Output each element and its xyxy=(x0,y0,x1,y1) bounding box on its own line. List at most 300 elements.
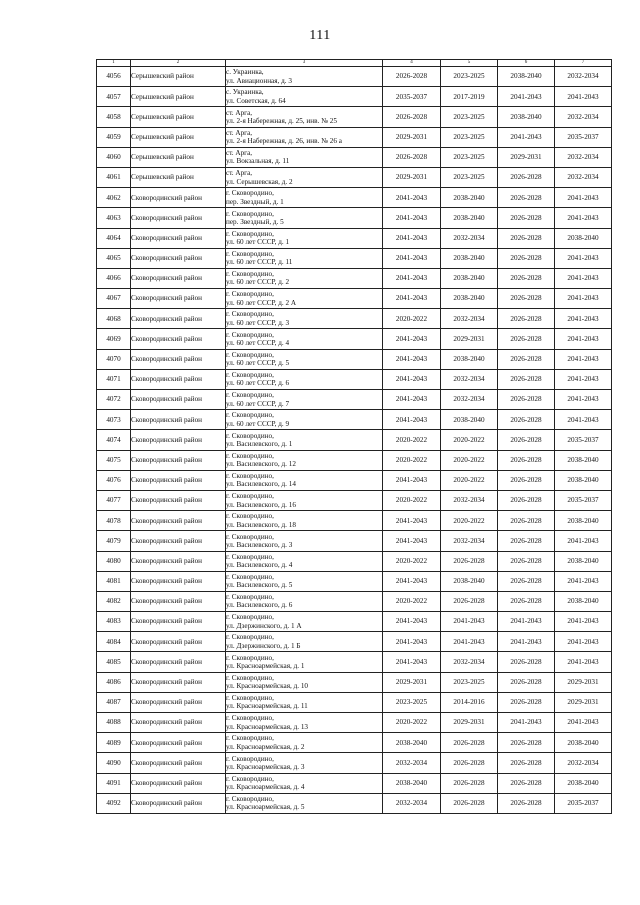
row-number: 4067 xyxy=(97,289,131,309)
address-cell xyxy=(226,268,383,288)
period-cell: 2041-2043 xyxy=(555,571,612,591)
period-cell: 2029-2031 xyxy=(383,127,441,147)
address-locality: г. Сковородино, xyxy=(226,270,274,279)
address-street: ул. 60 лет СССР, д. 4 xyxy=(226,339,290,348)
period-cell: 2041-2043 xyxy=(555,632,612,652)
period-cell: 2041-2043 xyxy=(555,329,612,349)
table-row xyxy=(97,107,612,127)
address-street: ул. 60 лет СССР, д. 11 xyxy=(226,258,293,267)
period-cell: 2026-2028 xyxy=(383,107,441,127)
period-cell: 2041-2043 xyxy=(383,390,441,410)
column-number: 4 xyxy=(383,60,441,67)
period-cell: 2041-2043 xyxy=(441,632,498,652)
period-cell: 2035-2037 xyxy=(555,127,612,147)
period-cell: 2038-2040 xyxy=(441,188,498,208)
address-street: ул. Серышевская, д. 2 xyxy=(226,177,293,186)
row-number: 4059 xyxy=(97,127,131,147)
address-street: ул. 60 лет СССР, д. 9 xyxy=(226,419,290,428)
table-row xyxy=(97,551,612,571)
period-cell: 2032-2034 xyxy=(383,753,441,773)
period-cell: 2032-2034 xyxy=(441,228,498,248)
address-cell xyxy=(226,289,383,309)
district-cell: Сковородинский район xyxy=(131,208,226,228)
row-number: 4056 xyxy=(97,67,131,87)
register-body xyxy=(97,60,612,814)
address-street: ул. Красноармейская, д. 1 xyxy=(226,662,305,671)
period-cell: 2041-2043 xyxy=(498,713,555,733)
address-locality: г. Сковородино, xyxy=(226,714,274,723)
address-street: ул. 60 лет СССР, д. 7 xyxy=(226,399,290,408)
period-cell: 2038-2040 xyxy=(498,107,555,127)
row-number: 4068 xyxy=(97,309,131,329)
address-locality: г. Сковородино, xyxy=(226,330,274,339)
address-street: ул. 60 лет СССР, д. 2 А xyxy=(226,298,297,307)
address-cell xyxy=(226,390,383,410)
period-cell: 2026-2028 xyxy=(498,511,555,531)
table-row xyxy=(97,793,612,813)
period-cell: 2038-2040 xyxy=(441,289,498,309)
district-cell: Серышевский район xyxy=(131,147,226,167)
row-number: 4091 xyxy=(97,773,131,793)
period-cell: 2026-2028 xyxy=(498,228,555,248)
address-locality: ст. Арга, xyxy=(226,128,253,137)
period-cell: 2041-2043 xyxy=(555,248,612,268)
period-cell: 2029-2031 xyxy=(555,692,612,712)
period-cell: 2041-2043 xyxy=(383,571,441,591)
row-number: 4065 xyxy=(97,248,131,268)
period-cell: 2032-2034 xyxy=(555,67,612,87)
table-row xyxy=(97,571,612,591)
period-cell: 2026-2028 xyxy=(498,551,555,571)
table-row xyxy=(97,248,612,268)
address-locality: г. Сковородино, xyxy=(226,189,274,198)
period-cell: 2041-2043 xyxy=(383,208,441,228)
period-cell: 2026-2028 xyxy=(441,591,498,611)
address-cell xyxy=(226,410,383,430)
address-locality: г. Сковородино, xyxy=(226,794,274,803)
period-cell: 2026-2028 xyxy=(498,188,555,208)
period-cell: 2026-2028 xyxy=(498,753,555,773)
period-cell: 2020-2022 xyxy=(383,713,441,733)
district-cell: Сковородинский район xyxy=(131,390,226,410)
district-cell: Сковородинский район xyxy=(131,773,226,793)
row-number: 4062 xyxy=(97,188,131,208)
address-locality: г. Сковородино, xyxy=(226,431,274,440)
period-cell: 2026-2028 xyxy=(498,268,555,288)
column-number-row xyxy=(97,60,612,67)
column-number: 2 xyxy=(131,60,226,67)
district-cell: Сковородинский район xyxy=(131,248,226,268)
address-cell xyxy=(226,692,383,712)
period-cell: 2041-2043 xyxy=(555,713,612,733)
row-number: 4058 xyxy=(97,107,131,127)
table-row xyxy=(97,490,612,510)
period-cell: 2041-2043 xyxy=(555,612,612,632)
address-cell xyxy=(226,571,383,591)
table-row xyxy=(97,692,612,712)
row-number: 4071 xyxy=(97,369,131,389)
period-cell: 2032-2034 xyxy=(441,531,498,551)
table-row xyxy=(97,511,612,531)
period-cell: 2026-2028 xyxy=(383,147,441,167)
period-cell: 2035-2037 xyxy=(555,490,612,510)
address-cell xyxy=(226,773,383,793)
period-cell: 2026-2028 xyxy=(441,551,498,571)
district-cell: Сковородинский район xyxy=(131,490,226,510)
period-cell: 2041-2043 xyxy=(555,289,612,309)
period-cell: 2038-2040 xyxy=(555,228,612,248)
period-cell: 2026-2028 xyxy=(498,349,555,369)
row-number: 4072 xyxy=(97,390,131,410)
period-cell: 2020-2022 xyxy=(383,309,441,329)
period-cell: 2041-2043 xyxy=(555,87,612,107)
address-street: ул. Авиационная, д. 3 xyxy=(226,76,292,85)
address-locality: г. Сковородино, xyxy=(226,532,274,541)
address-cell xyxy=(226,672,383,692)
district-cell: Сковородинский район xyxy=(131,329,226,349)
period-cell: 2041-2043 xyxy=(555,349,612,369)
row-number: 4061 xyxy=(97,167,131,187)
period-cell: 2041-2043 xyxy=(555,410,612,430)
address-locality: г. Сковородино, xyxy=(226,310,274,319)
period-cell: 2038-2040 xyxy=(441,571,498,591)
table-row xyxy=(97,410,612,430)
district-cell: Сковородинский район xyxy=(131,612,226,632)
period-cell: 2041-2043 xyxy=(383,349,441,369)
address-cell xyxy=(226,309,383,329)
period-cell: 2020-2022 xyxy=(441,511,498,531)
row-number: 4063 xyxy=(97,208,131,228)
row-number: 4073 xyxy=(97,410,131,430)
district-cell: Сковородинский район xyxy=(131,672,226,692)
address-locality: ст. Арга, xyxy=(226,108,253,117)
period-cell: 2041-2043 xyxy=(383,289,441,309)
period-cell: 2020-2022 xyxy=(383,490,441,510)
district-cell: Сковородинский район xyxy=(131,793,226,813)
period-cell: 2023-2025 xyxy=(441,147,498,167)
district-cell: Сковородинский район xyxy=(131,591,226,611)
table-row xyxy=(97,349,612,369)
period-cell: 2014-2016 xyxy=(441,692,498,712)
period-cell: 2038-2040 xyxy=(555,470,612,490)
period-cell: 2038-2040 xyxy=(441,349,498,369)
district-cell: Сковородинский район xyxy=(131,511,226,531)
address-locality: г. Сковородино, xyxy=(226,633,274,642)
row-number: 4076 xyxy=(97,470,131,490)
address-street: ул. Дзержинского, д. 1 Б xyxy=(226,641,301,650)
district-cell: Сковородинский район xyxy=(131,188,226,208)
period-cell: 2041-2043 xyxy=(555,652,612,672)
row-number: 4088 xyxy=(97,713,131,733)
period-cell: 2026-2028 xyxy=(441,773,498,793)
district-cell: Серышевский район xyxy=(131,87,226,107)
period-cell: 2026-2028 xyxy=(498,793,555,813)
address-cell xyxy=(226,147,383,167)
address-street: ул. Советская, д. 64 xyxy=(226,96,286,105)
period-cell: 2032-2034 xyxy=(555,753,612,773)
period-cell: 2026-2028 xyxy=(498,773,555,793)
row-number: 4066 xyxy=(97,268,131,288)
period-cell: 2041-2043 xyxy=(383,329,441,349)
period-cell: 2026-2028 xyxy=(498,672,555,692)
district-cell: Сковородинский район xyxy=(131,349,226,369)
period-cell: 2026-2028 xyxy=(498,470,555,490)
row-number: 4082 xyxy=(97,591,131,611)
address-locality: г. Сковородино, xyxy=(226,371,274,379)
row-number: 4077 xyxy=(97,490,131,510)
row-number: 4074 xyxy=(97,430,131,450)
address-cell xyxy=(226,87,383,107)
period-cell: 2041-2043 xyxy=(555,208,612,228)
table-row xyxy=(97,147,612,167)
row-number: 4086 xyxy=(97,672,131,692)
district-cell: Сковородинский район xyxy=(131,268,226,288)
period-cell: 2017-2019 xyxy=(441,87,498,107)
period-cell: 2035-2037 xyxy=(383,87,441,107)
district-cell: Серышевский район xyxy=(131,127,226,147)
period-cell: 2023-2025 xyxy=(441,67,498,87)
address-locality: г. Сковородино, xyxy=(226,512,274,521)
row-number: 4081 xyxy=(97,571,131,591)
period-cell: 2041-2043 xyxy=(383,268,441,288)
period-cell: 2029-2031 xyxy=(383,672,441,692)
period-cell: 2041-2043 xyxy=(555,390,612,410)
table-row xyxy=(97,67,612,87)
column-number: 7 xyxy=(555,60,612,67)
period-cell: 2038-2040 xyxy=(383,733,441,753)
row-number: 4080 xyxy=(97,551,131,571)
address-cell xyxy=(226,612,383,632)
row-number: 4079 xyxy=(97,531,131,551)
address-cell xyxy=(226,127,383,147)
address-cell xyxy=(226,470,383,490)
period-cell: 2023-2025 xyxy=(441,672,498,692)
address-street: ул. 60 лет СССР, д. 6 xyxy=(226,379,290,388)
address-street: ул. Красноармейская, д. 2 xyxy=(226,742,305,751)
address-street: ул. Василевского, д. 12 xyxy=(226,460,296,469)
period-cell: 2038-2040 xyxy=(555,733,612,753)
address-cell xyxy=(226,551,383,571)
table-row xyxy=(97,228,612,248)
row-number: 4083 xyxy=(97,612,131,632)
address-locality: г. Сковородино, xyxy=(226,249,274,258)
period-cell: 2041-2043 xyxy=(383,612,441,632)
district-cell: Серышевский район xyxy=(131,107,226,127)
district-cell: Сковородинский район xyxy=(131,551,226,571)
address-cell xyxy=(226,753,383,773)
district-cell: Сковородинский район xyxy=(131,531,226,551)
row-number: 4089 xyxy=(97,733,131,753)
address-street: ул. 60 лет СССР, д. 5 xyxy=(226,359,290,368)
period-cell: 2032-2034 xyxy=(555,107,612,127)
address-street: ул. Василевского, д. 4 xyxy=(226,561,293,570)
period-cell: 2041-2043 xyxy=(383,470,441,490)
address-cell xyxy=(226,228,383,248)
address-street: ул. 60 лет СССР, д. 1 xyxy=(226,238,290,247)
address-street: ул. Вокзальная, д. 11 xyxy=(226,157,290,166)
address-street: ул. Красноармейская, д. 4 xyxy=(226,783,305,792)
table-row xyxy=(97,733,612,753)
table-row xyxy=(97,591,612,611)
district-cell: Сковородинский район xyxy=(131,309,226,329)
table-row xyxy=(97,713,612,733)
period-cell: 2038-2040 xyxy=(555,551,612,571)
address-street: ул. Василевского, д. 6 xyxy=(226,601,293,610)
district-cell: Сковородинский район xyxy=(131,450,226,470)
address-cell xyxy=(226,107,383,127)
district-cell: Сковородинский район xyxy=(131,289,226,309)
row-number: 4064 xyxy=(97,228,131,248)
register-table xyxy=(96,59,612,814)
period-cell: 2026-2028 xyxy=(498,248,555,268)
period-cell: 2029-2031 xyxy=(498,147,555,167)
address-locality: г. Сковородино, xyxy=(226,290,274,299)
address-locality: г. Сковородино, xyxy=(226,492,274,501)
address-locality: г. Сковородино, xyxy=(226,350,274,359)
address-locality: г. Сковородино, xyxy=(226,774,274,783)
period-cell: 2041-2043 xyxy=(383,369,441,389)
row-number: 4060 xyxy=(97,147,131,167)
period-cell: 2026-2028 xyxy=(498,309,555,329)
period-cell: 2026-2028 xyxy=(498,369,555,389)
period-cell: 2041-2043 xyxy=(498,612,555,632)
table-row xyxy=(97,773,612,793)
address-locality: г. Сковородино, xyxy=(226,694,274,702)
period-cell: 2038-2040 xyxy=(555,511,612,531)
period-cell: 2029-2031 xyxy=(441,329,498,349)
address-street: ул. 2-я Набережная, д. 25, инв. № 25 xyxy=(226,116,337,125)
period-cell: 2032-2034 xyxy=(441,309,498,329)
address-locality: г. Сковородино, xyxy=(226,209,274,218)
period-cell: 2041-2043 xyxy=(383,410,441,430)
address-street: ул. Красноармейская, д. 13 xyxy=(226,722,309,731)
district-cell: Сковородинский район xyxy=(131,369,226,389)
period-cell: 2038-2040 xyxy=(555,450,612,470)
period-cell: 2041-2043 xyxy=(383,228,441,248)
address-cell xyxy=(226,208,383,228)
address-street: ул. Василевского, д. 16 xyxy=(226,500,296,509)
period-cell: 2023-2025 xyxy=(441,167,498,187)
period-cell: 2041-2043 xyxy=(555,268,612,288)
table-row xyxy=(97,268,612,288)
period-cell: 2026-2028 xyxy=(441,793,498,813)
district-cell: Серышевский район xyxy=(131,67,226,87)
row-number: 4070 xyxy=(97,349,131,369)
period-cell: 2041-2043 xyxy=(383,188,441,208)
period-cell: 2038-2040 xyxy=(441,208,498,228)
address-cell xyxy=(226,329,383,349)
table-row xyxy=(97,753,612,773)
address-locality: г. Сковородино, xyxy=(226,451,274,460)
period-cell: 2038-2040 xyxy=(383,773,441,793)
table-row xyxy=(97,390,612,410)
period-cell: 2026-2028 xyxy=(498,733,555,753)
address-cell xyxy=(226,450,383,470)
period-cell: 2026-2028 xyxy=(498,450,555,470)
period-cell: 2032-2034 xyxy=(555,167,612,187)
address-locality: ст. Арга, xyxy=(226,148,253,157)
table-row xyxy=(97,127,612,147)
address-locality: г. Сковородино, xyxy=(226,391,274,400)
period-cell: 2041-2043 xyxy=(555,309,612,329)
table-row xyxy=(97,289,612,309)
period-cell: 2041-2043 xyxy=(383,652,441,672)
district-cell: Сковородинский район xyxy=(131,470,226,490)
address-street: ул. 60 лет СССР, д. 3 xyxy=(226,318,290,327)
period-cell: 2026-2028 xyxy=(498,410,555,430)
table-row xyxy=(97,167,612,187)
district-cell: Сковородинский район xyxy=(131,410,226,430)
period-cell: 2041-2043 xyxy=(555,531,612,551)
period-cell: 2026-2028 xyxy=(498,652,555,672)
row-number: 4087 xyxy=(97,692,131,712)
address-cell xyxy=(226,531,383,551)
address-street: ул. 2-я Набережная, д. 26, инв. № 26 а xyxy=(226,137,342,146)
period-cell: 2023-2025 xyxy=(383,692,441,712)
column-number: 1 xyxy=(97,60,131,67)
address-street: ул. Красноармейская, д. 10 xyxy=(226,682,309,691)
period-cell: 2035-2037 xyxy=(555,793,612,813)
period-cell: 2026-2028 xyxy=(498,289,555,309)
period-cell: 2041-2043 xyxy=(498,87,555,107)
period-cell: 2035-2037 xyxy=(555,430,612,450)
row-number: 4057 xyxy=(97,87,131,107)
period-cell: 2026-2028 xyxy=(498,430,555,450)
row-number: 4084 xyxy=(97,632,131,652)
period-cell: 2026-2028 xyxy=(441,733,498,753)
period-cell: 2032-2034 xyxy=(441,369,498,389)
district-cell: Сковородинский район xyxy=(131,228,226,248)
address-locality: г. Сковородино, xyxy=(226,653,274,662)
period-cell: 2032-2034 xyxy=(441,652,498,672)
period-cell: 2023-2025 xyxy=(441,107,498,127)
row-number: 4069 xyxy=(97,329,131,349)
period-cell: 2026-2028 xyxy=(498,531,555,551)
address-locality: г. Сковородино, xyxy=(226,613,274,622)
district-cell: Сковородинский район xyxy=(131,571,226,591)
address-cell xyxy=(226,430,383,450)
row-number: 4092 xyxy=(97,793,131,813)
address-cell xyxy=(226,188,383,208)
address-street: ул. Красноармейская, д. 5 xyxy=(226,803,305,812)
period-cell: 2026-2028 xyxy=(441,753,498,773)
address-cell xyxy=(226,369,383,389)
address-locality: с. Украинка, xyxy=(226,68,264,77)
address-street: ул. Василевского, д. 1 xyxy=(226,439,293,448)
address-cell xyxy=(226,167,383,187)
period-cell: 2032-2034 xyxy=(441,490,498,510)
district-cell: Сковородинский район xyxy=(131,652,226,672)
period-cell: 2029-2031 xyxy=(441,713,498,733)
row-number: 4078 xyxy=(97,511,131,531)
address-cell xyxy=(226,67,383,87)
period-cell: 2041-2043 xyxy=(498,127,555,147)
period-cell: 2026-2028 xyxy=(498,591,555,611)
address-locality: г. Сковородино, xyxy=(226,471,274,480)
district-cell: Сковородинский район xyxy=(131,713,226,733)
period-cell: 2041-2043 xyxy=(555,369,612,389)
period-cell: 2020-2022 xyxy=(441,430,498,450)
address-locality: г. Сковородино, xyxy=(226,593,274,602)
address-street: пер. Звездный, д. 5 xyxy=(226,217,284,226)
period-cell: 2023-2025 xyxy=(441,127,498,147)
period-cell: 2038-2040 xyxy=(555,773,612,793)
address-street: ул. Красноармейская, д. 3 xyxy=(226,762,305,771)
period-cell: 2020-2022 xyxy=(441,470,498,490)
row-number: 4085 xyxy=(97,652,131,672)
address-locality: г. Сковородино, xyxy=(226,673,274,682)
address-locality: г. Сковородино, xyxy=(226,754,274,763)
